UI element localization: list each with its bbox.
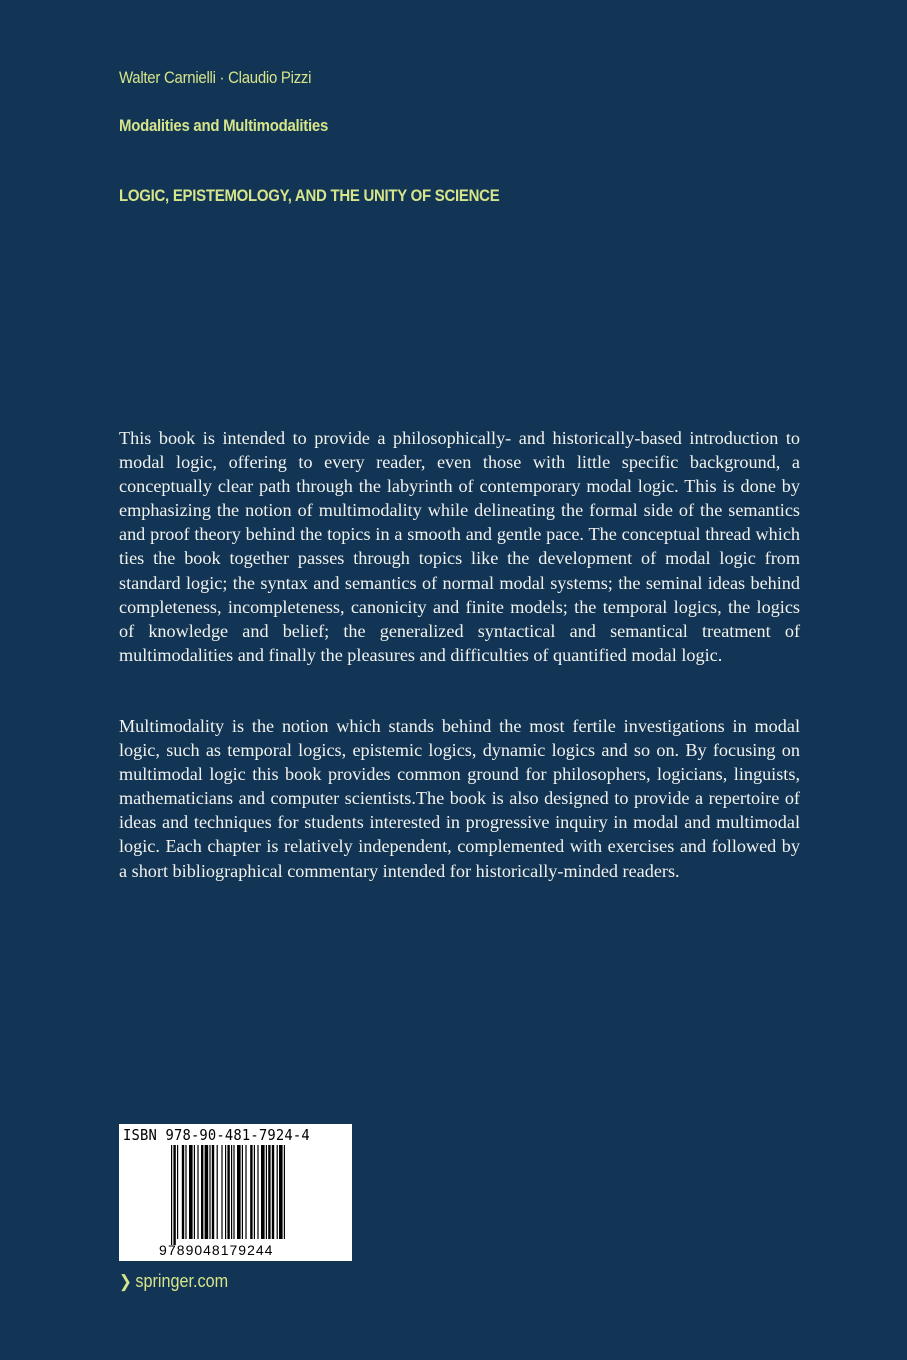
chevron-right-icon: ❯: [119, 1272, 132, 1291]
authors: Walter Carnielli · Claudio Pizzi: [119, 68, 312, 87]
publisher-website[interactable]: [119, 1271, 228, 1292]
website-label: springer.com: [135, 1271, 229, 1291]
isbn-barcode: [119, 1124, 352, 1261]
isbn-label: ISBN 978-90-481-7924-4: [123, 1126, 310, 1144]
series-title: LOGIC, EPISTEMOLOGY, AND THE UNITY OF SCIENCE: [119, 186, 500, 205]
blurb-paragraph-2: Multimodality is the notion which stands behind the most fertile investigations in modal logic, such as temporal logics, epistemic logics, dynamic logics and so on. By focusing on multimodal logic this book provides common ground for philosophers, logicians, linguists, mathematicians and computer scientists.The book is also designed to provide a repertoire of ideas and techniques for students interested in progressive inquiry in modal and multimodal logic. Each chapter is relatively independent, complemented with exercises and followed by a short bibliographical commentary intended for historically-minded readers.: [119, 716, 800, 881]
barcode-first-digit: 9: [159, 1242, 167, 1258]
barcode-digits: 789048179244: [168, 1242, 274, 1258]
book-title: Modalities and Multimodalities: [119, 116, 329, 135]
blurb-paragraph-1: This book is intended to provide a philosophically- and historically-based introduction to modal logic, offering to every reader, even those with little specific background, a conceptually clear path through the labyrinth of contemporary modal logic. This is done by emphasizing the notion of multimodality while delineating the formal side of the semantics and proof theory behind the topics in a smooth and gentle pace. The conceptual thread which ties the book together passes through topics like the development of modal logic from standard logic; the syntax and semantics of normal modal systems; the seminal ideas behind completeness, incompleteness, canonicity and finite models; the temporal logics, the logics of knowledge and belief; the generalized syntactical and semantical treatment of multimodalities and finally the pleasures and difficulties of quantified modal logic.: [119, 428, 800, 665]
barcode-bars: [171, 1145, 327, 1245]
